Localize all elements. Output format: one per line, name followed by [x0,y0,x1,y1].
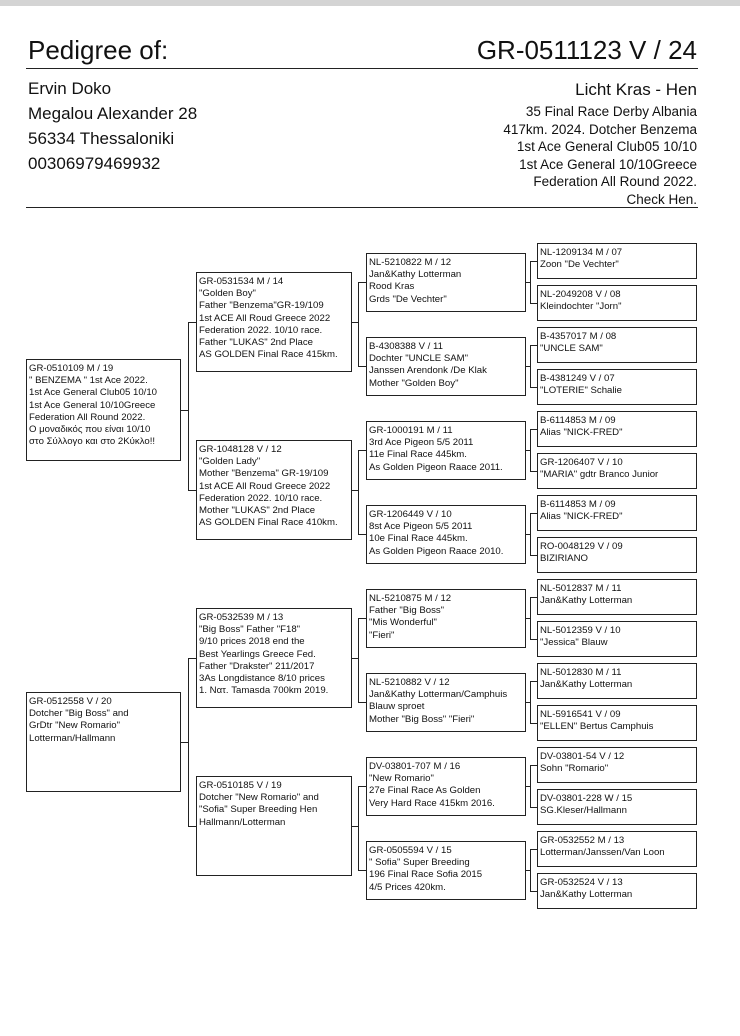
gg-line: Jan&Kathy Lotterman [540,595,633,607]
connector [358,282,359,367]
page-title: Pedigree of: [28,35,169,65]
sd-ring: GR-1048128 V / 12 [199,444,282,455]
subject-ring-number: GR-0511123 V / 24 [476,35,697,65]
ssd-line: Dochter "UNCLE SAM" [369,353,469,365]
sds-line: 11e Final Race 445km. [369,449,467,461]
dds-line: 27e Final Race As Golden [369,785,481,797]
dss-line: "Mis Wonderful" [369,617,437,629]
owner-street: Megalou Alexander 28 [28,104,198,123]
connector [530,849,537,850]
owner-name: Ervin Doko [28,79,112,98]
connector [188,658,196,659]
connector [358,786,359,871]
connector [188,322,189,491]
subject-note: 1st Ace General 10/10Greece [519,156,697,172]
connector [530,597,537,598]
gg-line: "LOTERIE" Schalie [540,385,622,397]
ssd-line: Janssen Arendonk /De Klak [369,365,487,377]
dsd-line: Mother "Big Boss" "Fieri" [369,713,475,725]
connector [358,366,366,367]
gen4-box [537,747,697,783]
gg-line: "Jessica" Blauw [540,637,608,649]
gg-ring: DV-03801-228 W / 15 [540,793,633,804]
connector [358,618,366,619]
subject-note: 1st Ace General Club05 10/10 [516,139,697,155]
connector [530,849,531,892]
gg-line: "ELLEN" Bertus Camphuis [540,721,654,733]
connector [530,345,531,388]
gg-line: Alias "NICK-FRED" [540,511,623,523]
dam-line: Dotcher "Big Boss" and [29,708,129,720]
subject-notes [503,103,697,209]
gen3-box [366,421,526,480]
gg-line: Zoon "De Vechter" [540,259,619,271]
sire-line: στο Σύλλογο και στο 2Κύκλο!! [29,436,156,448]
top-bar [0,0,740,6]
ssd-ring: B-4308388 V / 11 [369,341,443,352]
sire-ring: GR-0510109 M / 19 [29,363,114,374]
sd-line: AS GOLDEN Final Race 410km. [199,517,338,529]
sss-line: Grds "De Vechter" [369,293,447,305]
ssd-line: Mother "Golden Boy" [369,377,459,389]
sd-line: "Golden Lady" [199,456,261,468]
connector [530,513,531,556]
ss-line: AS GOLDEN Final Race 415km. [199,349,338,361]
sdd-line: 8st Ace Pigeon 5/5 2011 [369,521,473,533]
gg-ring: DV-03801-54 V / 12 [540,751,625,762]
gen4-box [537,831,697,867]
owner-city: 56334 Thessaloniki [28,129,175,148]
gen3-box [366,841,526,900]
gg-line: Sohn "Romario" [540,763,609,775]
connector [530,555,537,556]
sd-line: Federation 2022. 10/10 race. [199,492,323,504]
owner-phone: 00306979469932 [28,154,161,173]
ds-line: 3As Longdistance 8/10 prices [199,673,325,685]
sd-line: Mother "Benzema" GR-19/109 [199,468,329,480]
dsd-line: Blauw sproet [369,701,425,713]
connector [358,282,366,283]
dds-line: "New Romario" [369,773,434,785]
ddd-line: 196 Final Race Sofia 2015 [369,869,483,881]
subject-name: Licht Kras - Hen [575,80,697,99]
gen3-box [366,673,526,732]
connector [358,450,359,535]
dds-ring: DV-03801-707 M / 16 [369,761,461,772]
connector [358,702,366,703]
gen4-box [537,285,697,321]
connector [188,826,196,827]
sire-line: Federation All Round 2022. [29,411,146,423]
dss-ring: NL-5210875 M / 12 [369,593,452,604]
gg-ring: B-6114853 M / 09 [540,415,616,426]
gg-ring: B-4357017 M / 08 [540,331,617,342]
gg-ring: NL-5012830 M / 11 [540,667,622,678]
connector [358,450,366,451]
connector [358,870,366,871]
sss-line: Rood Kras [369,281,415,293]
gen4-box [537,663,697,699]
sds-line: As Golden Pigeon Raace 2011. [369,461,503,473]
gg-line: Lotterman/Janssen/Van Loon [540,847,665,859]
connector [530,765,531,808]
gg-ring: GR-0532524 V / 13 [540,877,623,888]
gen4-box [537,789,697,825]
dam-dam-box [196,776,352,876]
gg-line: Alias "NICK-FRED" [540,427,623,439]
gg-ring: B-6114853 M / 09 [540,499,616,510]
ddd-line: " Sofia" Super Breeding [369,857,470,869]
sds-line: 3rd Ace Pigeon 5/5 2011 [369,437,474,449]
subject-note: Federation All Round 2022. [533,174,697,190]
gen4-box [537,327,697,363]
dam-line: Lotterman/Hallmann [29,732,116,744]
connector [530,891,537,892]
sss-ring: NL-5210822 M / 12 [369,257,452,268]
dam-sire-box [196,608,352,708]
gen3-box [366,757,526,816]
gg-ring: NL-1209134 M / 07 [540,247,623,258]
gen3-box [366,505,526,564]
connector [530,597,531,640]
dsd-ring: NL-5210882 V / 12 [369,677,450,688]
connector [181,742,188,743]
connector [358,786,366,787]
ss-ring: GR-0531534 M / 14 [199,276,284,287]
gg-ring: RO-0048129 V / 09 [540,541,623,552]
sdd-ring: GR-1206449 V / 10 [369,509,452,520]
gen3-box [366,589,526,648]
dss-line: Father "Big Boss" [369,605,445,617]
connector [530,513,537,514]
dd-line: Hallmann/Lotterman [199,816,286,828]
connector [530,429,537,430]
gen4-box [537,537,697,573]
ds-line: Best Yearlings Greece Fed. [199,648,316,660]
sire-dam-box [196,440,352,540]
connector [530,261,537,262]
gg-line: Kleindochter "Jorn" [540,301,622,313]
gen4-box [537,411,697,447]
sdd-line: As Golden Pigeon Raace 2010. [369,545,504,557]
connector [530,765,537,766]
sire-line: 1st Ace General 10/10Greece [29,399,156,411]
gen4-box [537,369,697,405]
header-bottom-divider [26,207,698,208]
gg-ring: NL-5012837 M / 11 [540,583,622,594]
connector [530,639,537,640]
connector [530,681,531,724]
gen4-box [537,243,697,279]
gg-line: SG.Kleser/Hallmann [540,805,627,817]
connector [530,681,537,682]
ss-line: Father "LUKAS" 2nd Place [199,337,314,349]
gg-line: "UNCLE SAM" [540,343,603,355]
dam-ring: GR-0512558 V / 20 [29,696,112,707]
connector [181,410,188,411]
gg-ring: B-4381249 V / 07 [540,373,615,384]
dd-line: "Sofia" Super Breeding Hen [199,804,318,816]
subject-note: Check Hen. [626,191,697,207]
connector [530,303,537,304]
connector [530,471,537,472]
gen4-box [537,579,697,615]
subject-note: 35 Final Race Derby Albania [525,104,697,119]
ss-line: 1st ACE All Roud Greece 2022 [199,312,331,324]
owner-block [28,76,197,176]
gg-line: "MARIA" gdtr Branco Junior [540,469,659,481]
connector [530,429,531,472]
connector [188,322,196,323]
ds-line: Father "Drakster" 211/2017 [199,660,315,672]
ddd-ring: GR-0505594 V / 15 [369,845,452,856]
dd-line: Dotcher "New Romario" and [199,792,319,804]
ds-line: "Big Boss" Father "F18" [199,624,301,636]
gg-ring: GR-1206407 V / 10 [540,457,623,468]
connector [358,534,366,535]
connector [188,658,189,827]
connector [530,387,537,388]
gg-line: BIZIRIANO [540,553,588,565]
gen4-box [537,873,697,909]
ss-line: Father "Benzema"GR-19/109 [199,300,324,312]
sire-box [26,359,181,461]
gg-ring: GR-0532552 M / 13 [540,835,625,846]
sdd-line: 10e Final Race 445km. [369,533,468,545]
sds-ring: GR-1000191 M / 11 [369,425,453,436]
connector [530,807,537,808]
sire-line: " BENZEMA " 1st Ace 2022. [29,375,148,387]
subject-note: 417km. 2024. Dotcher Benzema [503,121,697,137]
gg-ring: NL-2049208 V / 08 [540,289,621,300]
ds-line: 1. Νατ. Tamasda 700km 2019. [199,685,329,697]
subject-block [503,78,697,209]
dam-box [26,692,181,792]
connector [530,345,537,346]
dam-line: GrDtr "New Romario" [29,720,121,732]
connector [530,723,537,724]
gg-line: Jan&Kathy Lotterman [540,679,633,691]
dss-line: "Fieri" [369,629,395,641]
gen3-box [366,253,526,312]
gen4-box [537,705,697,741]
ss-line: "Golden Boy" [199,288,256,300]
gg-ring: NL-5012359 V / 10 [540,625,621,636]
sd-line: Mother "LUKAS" 2nd Place [199,505,316,517]
connector [358,618,359,703]
dd-ring: GR-0510185 V / 19 [199,780,282,791]
connector [530,261,531,304]
gg-line: Jan&Kathy Lotterman [540,889,633,901]
connector [188,490,196,491]
sd-line: 1st ACE All Roud Greece 2022 [199,480,331,492]
gen4-box [537,453,697,489]
gen3-box [366,337,526,396]
ds-ring: GR-0532539 M / 13 [199,612,284,623]
dds-line: Very Hard Race 415km 2016. [369,797,495,809]
gen4-box [537,495,697,531]
ddd-line: 4/5 Prices 420km. [369,881,446,893]
sire-sire-box [196,272,352,372]
header-divider [26,68,698,69]
gg-ring: NL-5916541 V / 09 [540,709,621,720]
ss-line: Federation 2022. 10/10 race. [199,324,323,336]
gen4-box [537,621,697,657]
sss-line: Jan&Kathy Lotterman [369,269,462,281]
dsd-line: Jan&Kathy Lotterman/Camphuis [369,689,508,701]
ds-line: 9/10 prices 2018 end the [199,636,305,648]
sire-line: Ο μοναδικός που είναι 10/10 [29,424,151,436]
sire-line: 1st Ace General Club05 10/10 [29,387,158,399]
